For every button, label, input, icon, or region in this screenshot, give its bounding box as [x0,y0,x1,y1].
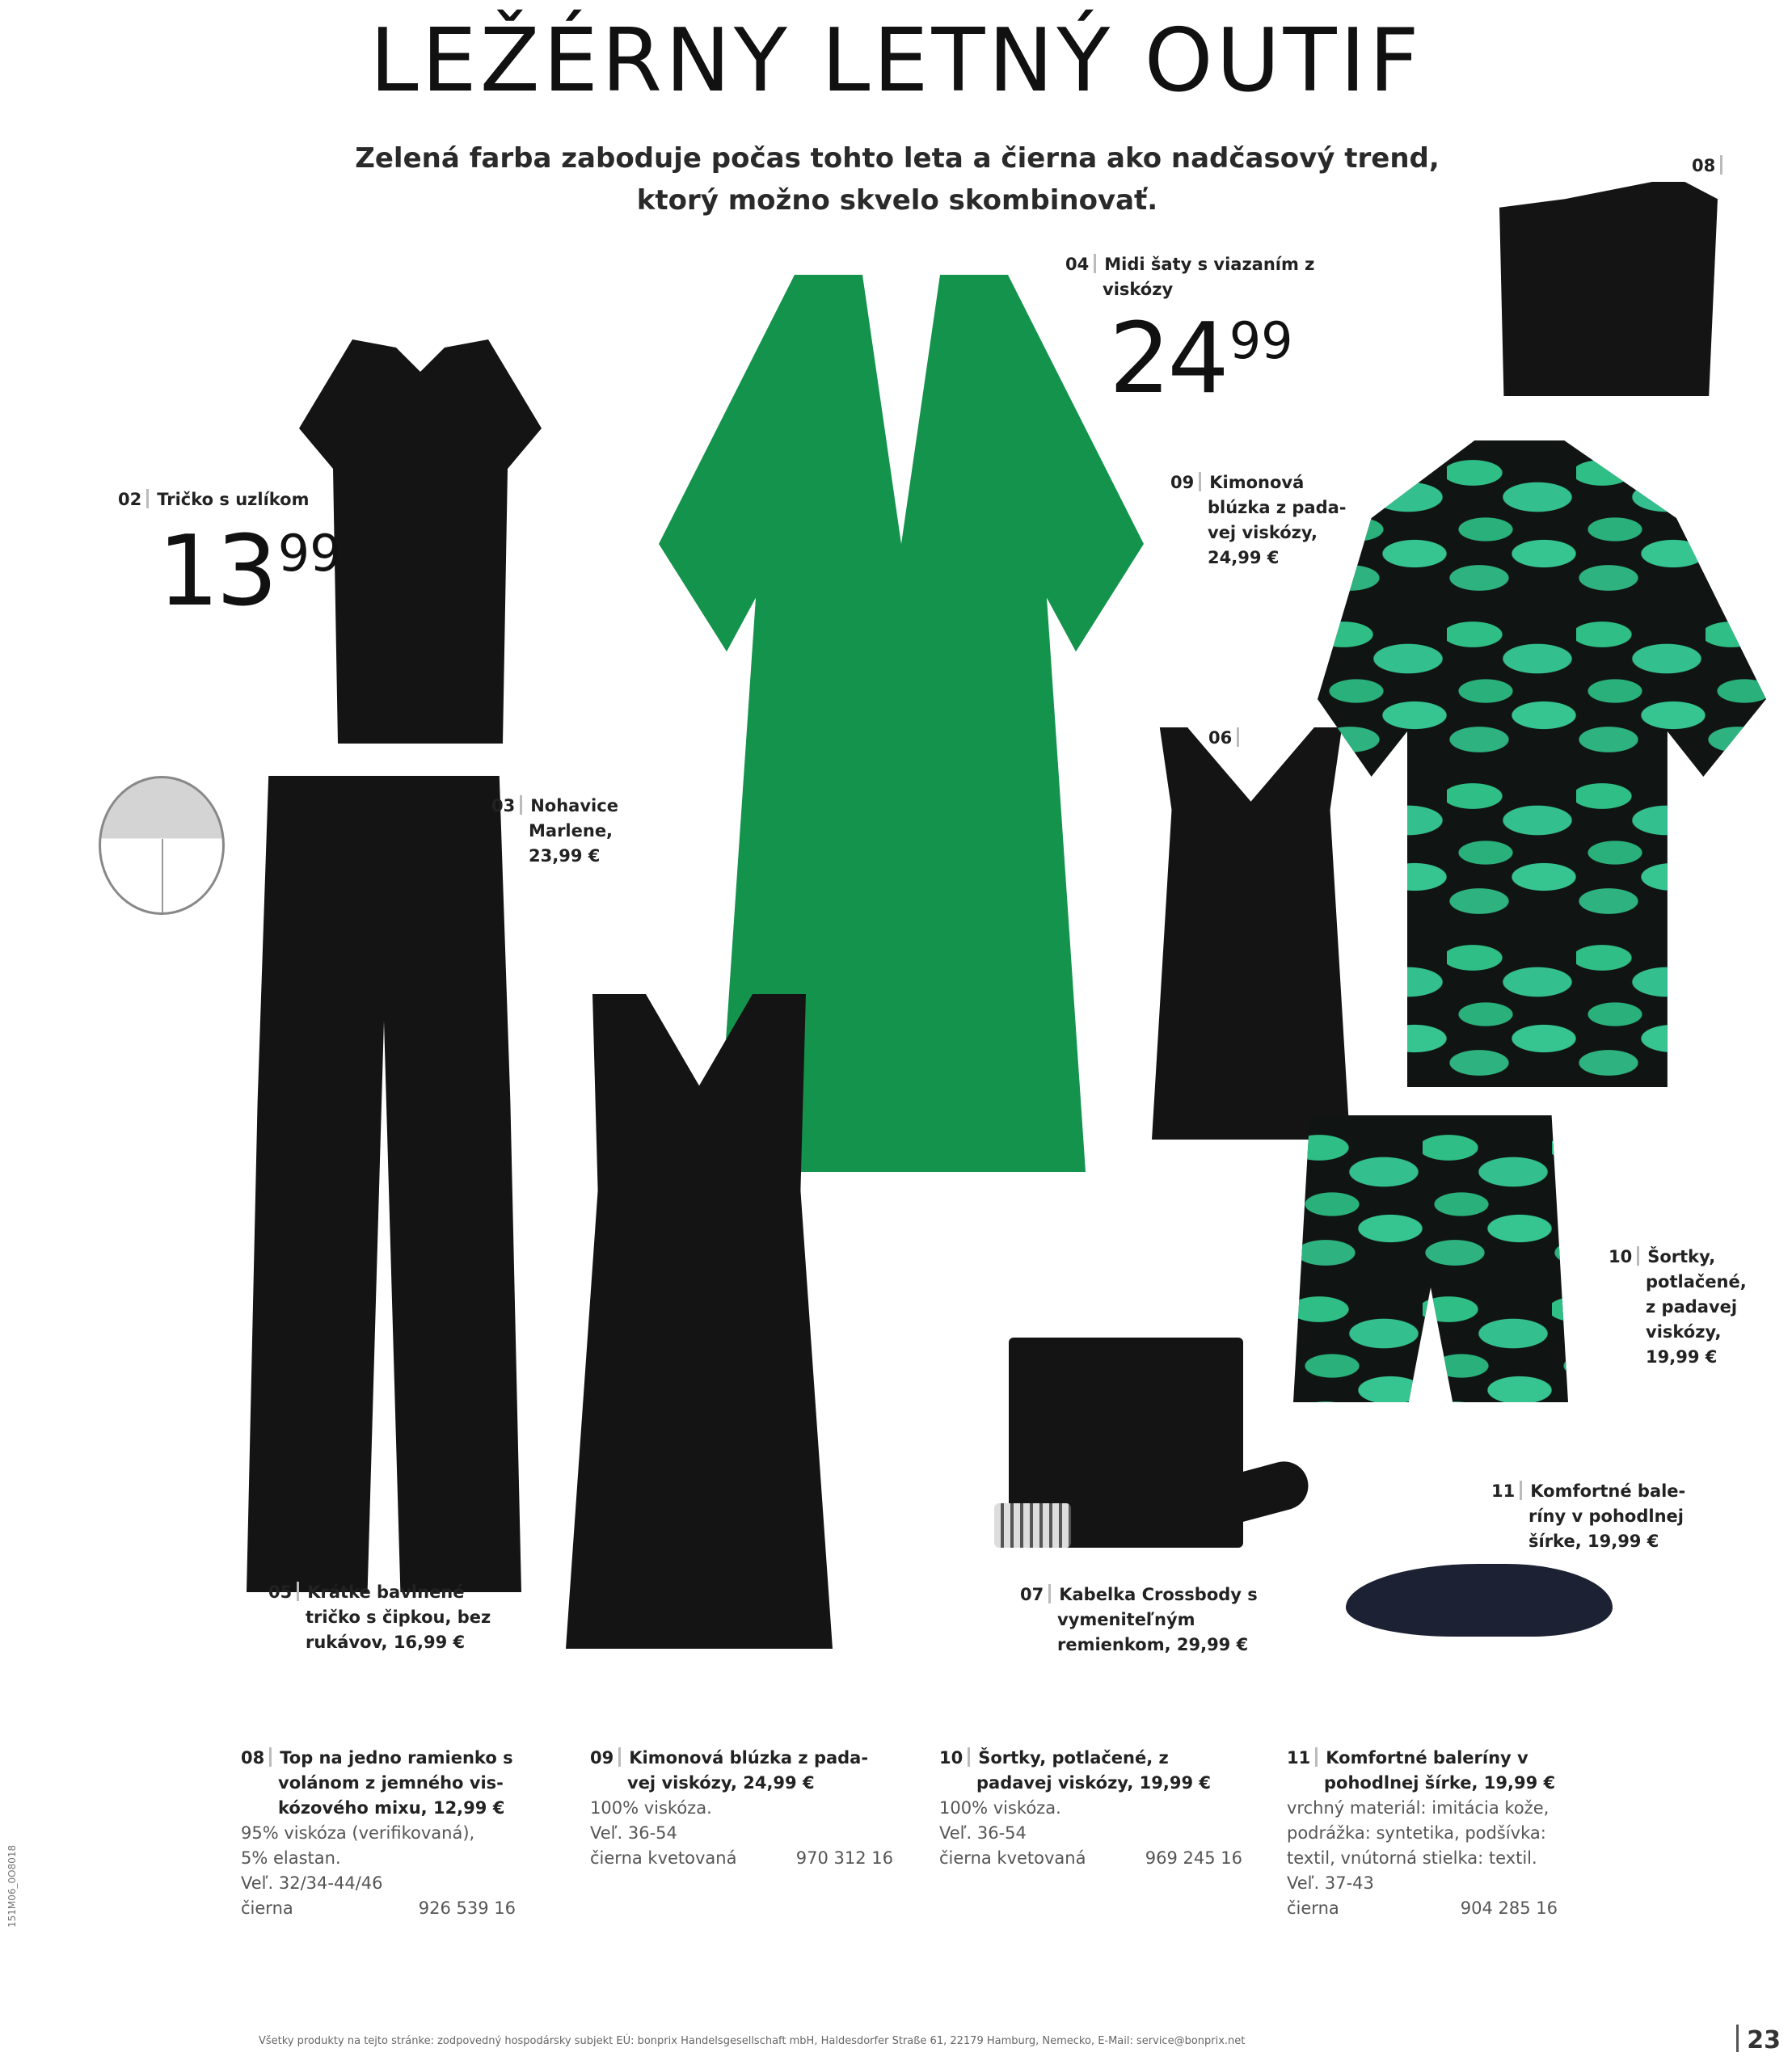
article-code: 969 245 16 [1145,1848,1242,1868]
article-code: 926 539 16 [418,1898,516,1918]
callout-09: 09 Kimonová blúzka z pada- vej viskózy, 24,99 € [1170,473,1347,567]
callout-08: 08 [1692,154,1731,179]
product-image-palm-shorts [1293,1115,1568,1402]
detail-column-08: 08 Top na jedno ramienko s volánom z jemného vis- kózového mixu, 12,99 € 95% viskóza (verifikovaná), 5% elastan. Veľ. 32/34-44/46 čierna 926 539 16 [241,1746,556,1921]
product-image-one-shoulder-top [1499,182,1718,396]
detail-column-10: 10 Šortky, potlačené, z padavej viskózy, 19,99 € 100% viskóza. Veľ. 36-54 čierna kvetovaná 969 245 16 [939,1746,1263,1871]
price-02: $13^{99}$ [158,516,342,628]
product-image-palm-kimono [1318,440,1766,1087]
waistband-detail-inset [99,776,225,915]
product-image-bag-strap [994,1503,1071,1548]
callout-05: 05 Krátke bavlnené tričko s čipkou, bez rukávov, 16,99 € [268,1582,491,1652]
detail-column-11: 11 Komfortné baleríny v pohodlnej šírke, 19,99 € vrchný materiál: imitácia kože, podrážka: syntetika, podšívka: textil, vnútorná stielka: textil. Veľ. 37-43 čierna 904 285 16 [1287,1746,1610,1921]
product-image-marlene-pants [247,776,521,1592]
detail-column-09: 09 Kimonová blúzka z pada- vej viskózy, 24,99 € 100% viskóza. Veľ. 36-54 čierna kvetovaná 970 312 16 [590,1746,913,1871]
callout-07: 07 Kabelka Crossbody s vymeniteľným remienkom, 29,99 € [1020,1585,1258,1654]
callout-10: 10 Šortky, potlačené, z padavej viskózy, 19,99 € [1609,1247,1747,1367]
callout-04: 04 Midi šaty s viazaním z viskózy [1065,255,1315,299]
catalog-code: 151M06_0O8018 [6,1844,18,1928]
page-subtitle: Zelená farba zaboduje počas tohto leta a čierna ako nadčasový trend, ktorý možno skvelo skombinovať. [355,142,1440,217]
callout-03: 03 Nohavice Marlene, 23,99 € [491,796,618,866]
product-image-tank-top [1152,727,1350,1140]
callout-02: 02 Tričko s uzlíkom [118,490,310,509]
callout-11: 11 Komfortné bale- ríny v pohodlnej šírke, 19,99 € [1491,1481,1686,1551]
article-code: 904 285 16 [1460,1898,1558,1918]
price-04: $24^{99}$ [1109,303,1293,415]
article-code: 970 312 16 [795,1848,893,1868]
product-image-lace-sleeveless-top [566,994,833,1649]
callout-06: 06 [1208,726,1247,751]
product-image-ballerina-flats [1346,1564,1613,1637]
legal-footer: Všetky produkty na tejto stránke: zodpovedný hospodársky subjekt EÚ: bonprix Handelsgesellschaft mbH, Haldesdorfer Straße 61, 22179 Hamburg, Nemecko, E-Mail: service@bonprix.net [259,2035,1246,2047]
page-title: LEŽÉRNY LETNÝ OUTIF [369,11,1423,112]
page-number: 23 [1736,2025,1781,2054]
